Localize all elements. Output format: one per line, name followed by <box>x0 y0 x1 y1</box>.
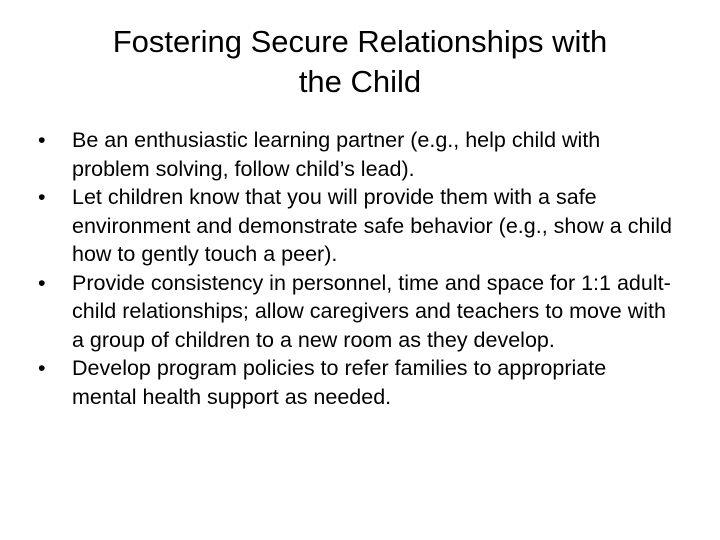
bullet-icon: • <box>38 128 46 152</box>
bullet-text: Provide consistency in personnel, time and space for 1:1 adult-child relationships; allow caregivers and teachers to move with a group of children to a new room as they develop. <box>72 270 671 352</box>
slide-title-line: Fostering Secure Relationships with <box>112 24 608 59</box>
bullet-item <box>36 354 676 411</box>
slide-title-line: the Child <box>298 64 422 99</box>
bullet-icon: • <box>38 185 46 209</box>
bullet-item <box>36 269 676 355</box>
bullet-text: Let children know that you will provide them with a safe environment and demonstrate safe behavior (e.g., show a child how to gently touch a peer). <box>72 185 672 266</box>
bullet-icon: • <box>38 270 46 295</box>
bullet-icon: • <box>38 356 46 380</box>
bullet-text: Be an enthusiastic learning partner (e.g., help child with problem solving, follow child’s lead). <box>72 128 601 181</box>
bullet-item <box>36 183 676 269</box>
slide-title <box>60 22 660 102</box>
bullet-item <box>36 126 676 183</box>
bullet-list <box>36 126 676 411</box>
bullet-text: Develop program policies to refer families to appropriate mental health support as needed. <box>72 356 607 409</box>
